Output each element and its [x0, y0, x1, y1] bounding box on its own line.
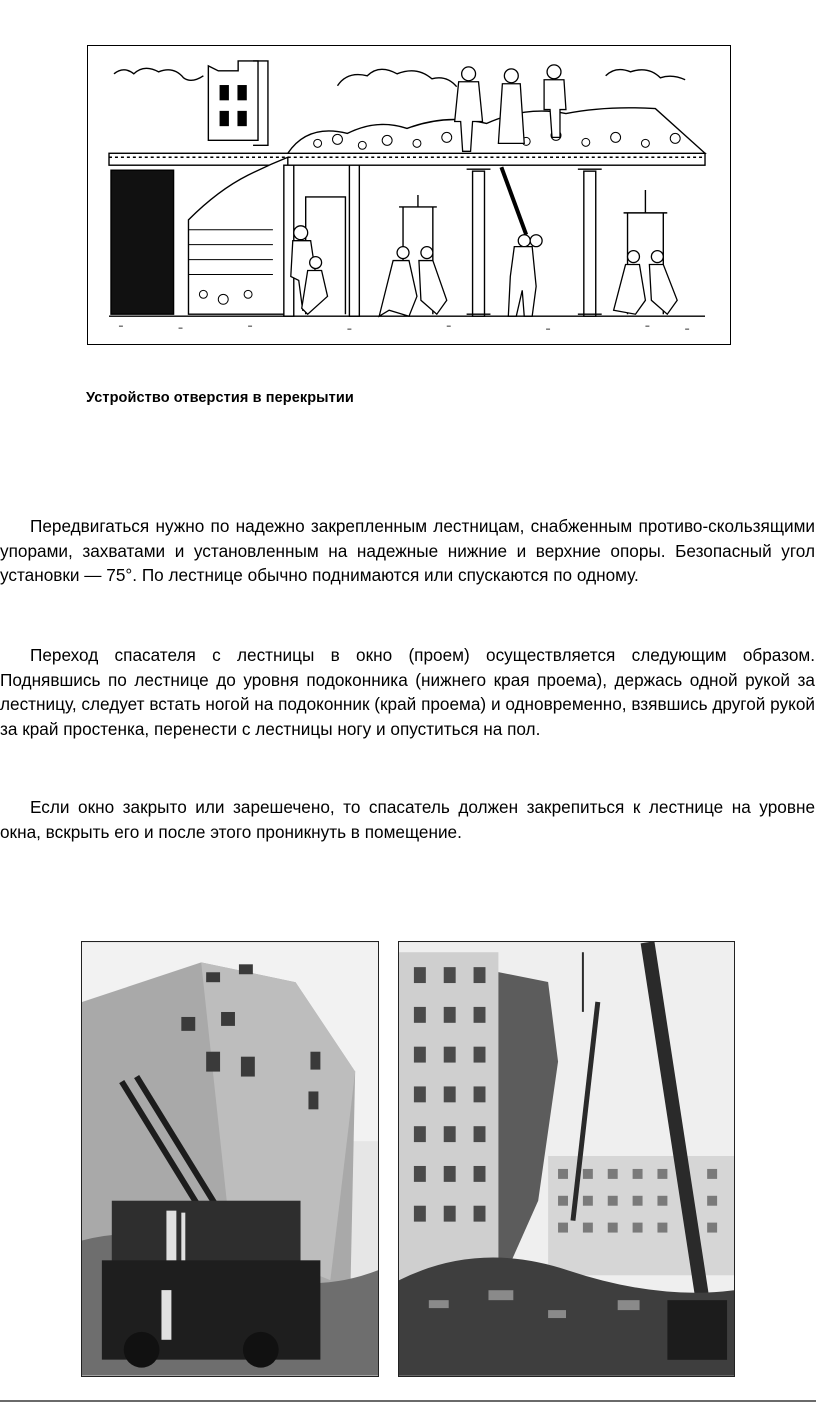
figure-caption: Устройство отверстия в перекрытии	[86, 390, 354, 406]
paragraph-1-text: Передвигаться нужно по надежно закрепленным лестницам, снабженным противо-скользящими упорами, захватами и установленным на надежные нижние и верхние опоры. Безопасный угол установки — 75°. По лестнице обычно поднимаются или спускаются по одному.	[0, 516, 815, 585]
collapsed-building-crane-photo-icon	[82, 942, 378, 1376]
paragraph-1	[0, 514, 815, 588]
paragraph-2	[0, 643, 815, 741]
paragraph-3	[0, 795, 815, 844]
rescue-operation-illustration-icon	[88, 46, 730, 344]
rescue-illustration	[87, 45, 731, 345]
paragraph-3-text: Если окно закрыто или зарешечено, то спасатель должен закрепиться к лестнице на уровне окна, вскрыть его и после этого проникнуть в помещение.	[0, 797, 815, 842]
paragraph-2-text: Переход спасателя с лестницы в окно (проем) осуществляется следующим образом. Поднявшись по лестнице до уровня подоконника (нижнего края проема), держась одной рукой за лестницу, следует встать ногой на подоконник (край проема) и одновременно, взявшись другой рукой за край простенка, перенести с лестницы ногу и опуститься на пол.	[0, 645, 815, 739]
damaged-apartment-block-photo-icon	[399, 942, 734, 1376]
photo-collapsed-building	[81, 941, 379, 1377]
photo-damaged-apartment-block	[398, 941, 735, 1377]
bottom-rule	[0, 1400, 816, 1402]
